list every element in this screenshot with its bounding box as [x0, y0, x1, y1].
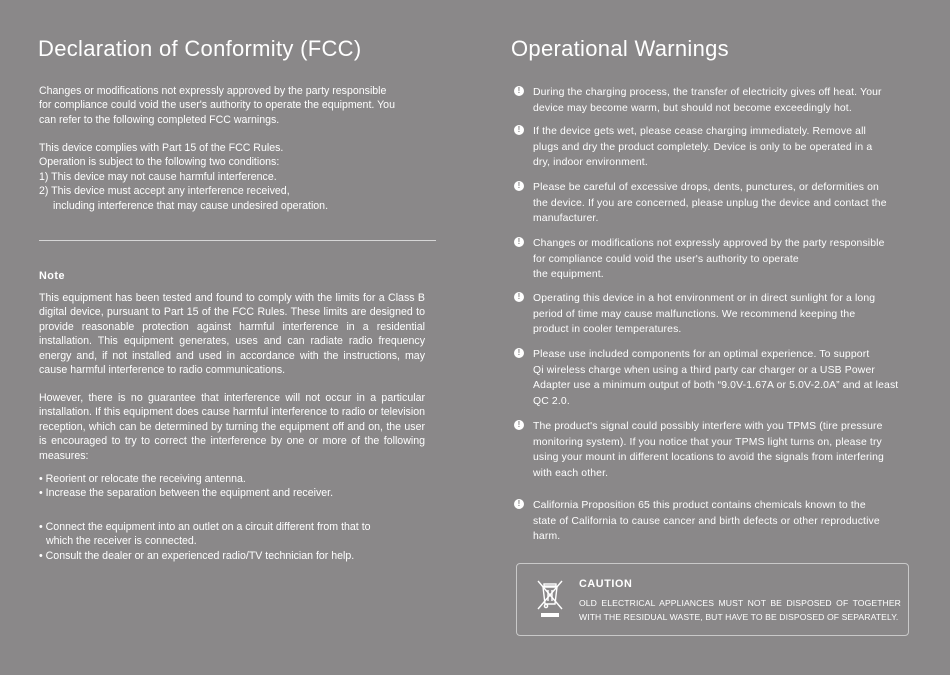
note-paragraph-1: This equipment has been tested and found to comply with the limits for a Class B digital device, pursuant to Part 15 of the FCC Rules. These limits are designed to provide reasonable protection against harmful interference in a residential installation. This equipment generates, uses and can radiate radio frequency energy and, if not installed and used in accordance with the instructions, may cause harmful interference to radio communications. — [39, 292, 425, 377]
warning-text — [533, 498, 911, 545]
text-line: Please use included components for an optimal experience. To support — [533, 349, 870, 360]
measures-list-b — [39, 520, 425, 563]
text-line: with each other. — [533, 467, 609, 479]
text-line: California Proposition 65 this product contains chemicals known to the — [533, 500, 866, 511]
text-line: Adapter use a minimum output of both “9.0V-1.67A or 5.0V-2.0A” and at least — [533, 380, 899, 392]
text-line: Changes or modifications not expressly approved by the party responsible — [533, 238, 885, 249]
text-line: plugs and dry the product completely. Device is only to be operated in a — [533, 141, 873, 153]
exclamation-circle-icon: ! — [514, 86, 524, 96]
list-item: • Increase the separation between the equipment and receiver. — [39, 487, 334, 500]
text-line: can refer to the following completed FCC warnings. — [39, 113, 280, 126]
list-item: • Consult the dealer or an experienced radio/TV technician for help. — [39, 549, 355, 562]
fcc-title: Declaration of Conformity (FCC) — [38, 36, 362, 61]
text-line: 1) This device may not cause harmful interference. — [39, 170, 277, 183]
text-line: monitoring system). If you notice that your TPMS light turns on, please try — [533, 436, 882, 448]
warning-text — [533, 419, 911, 481]
exclamation-circle-icon: ! — [514, 348, 524, 358]
note-paragraph-2: However, there is no guarantee that interference will not occur in a particular installation. If this equipment does cause harmful interference to radio or television reception, which can be determined by turning the equipment off and on, the user is encouraged to try to correct the interference by one or more of the following measures: — [39, 392, 425, 462]
text-line: Please be careful of excessive drops, dents, punctures, or deformities on — [533, 182, 879, 193]
section-divider — [39, 240, 436, 241]
text-line: 2) This device must accept any interference received, — [39, 185, 290, 198]
warning-text — [533, 347, 911, 409]
text-line: device may become warm, but should not become exceedingly hot. — [533, 102, 852, 114]
warning-text — [533, 124, 911, 171]
caution-box — [516, 563, 909, 636]
warning-text — [533, 291, 911, 338]
text-line: state of California to cause cancer and birth defects or other reproductive — [533, 515, 880, 527]
caution-text: OLD ELECTRICAL APPLIANCES MUST NOT BE DISPOSED OF TOGETHER WITH THE RESIDUAL WASTE, BUT HAVE TO BE DISPOSED OF SEPARATELY. — [579, 598, 901, 622]
exclamation-circle-icon: ! — [514, 237, 524, 247]
text-line: Operating this device in a hot environment or in direct sunlight for a long — [533, 293, 876, 304]
warning-text — [533, 236, 911, 283]
text-line: product in cooler temperatures. — [533, 324, 682, 336]
text-line: using your mount in different locations to avoid the signals from interfering — [533, 452, 884, 464]
measures-list-a — [39, 472, 425, 501]
note-heading: Note — [39, 270, 65, 282]
text-line: period of time may cause malfunctions. We recommend keeping the — [533, 308, 856, 320]
fcc-intro — [39, 84, 425, 127]
text-line: This device complies with Part 15 of the FCC Rules. — [39, 142, 284, 154]
text-line: The product's signal could possibly interfere with you TPMS (tire pressure — [533, 421, 883, 432]
text-line: the equipment. — [533, 269, 604, 281]
text-line: Qi wireless charge when using a third party car charger or a USB Power — [533, 364, 875, 376]
text-line: Changes or modifications not expressly approved by the party responsible — [39, 85, 387, 97]
text-line: Operation is subject to the following two conditions: — [39, 156, 280, 169]
exclamation-circle-icon: ! — [514, 125, 524, 135]
list-item: which the receiver is connected. — [46, 535, 197, 548]
list-item: • Reorient or relocate the receiving antenna. — [39, 473, 246, 485]
caution-title: CAUTION — [579, 578, 633, 590]
text-line: QC 2.0. — [533, 395, 570, 407]
list-item: • Connect the equipment into an outlet on a circuit different from that to — [39, 521, 371, 533]
exclamation-circle-icon: ! — [514, 292, 524, 302]
text-line: If the device gets wet, please cease charging immediately. Remove all — [533, 126, 867, 137]
warning-text — [533, 85, 911, 116]
text-line: dry, indoor environment. — [533, 157, 648, 169]
text-line: manufacturer. — [533, 213, 599, 225]
exclamation-circle-icon: ! — [514, 181, 524, 191]
text-line: harm. — [533, 531, 561, 543]
exclamation-circle-icon: ! — [514, 499, 524, 509]
crossed-out-wheelie-bin-icon — [535, 578, 565, 620]
exclamation-circle-icon: ! — [514, 420, 524, 430]
text-line: the device. If you are concerned, please unplug the device and contact the — [533, 197, 887, 209]
fcc-part15 — [39, 141, 425, 213]
text-line: including interference that may cause undesired operation. — [53, 199, 329, 212]
text-line: During the charging process, the transfer of electricity gives off heat. Your — [533, 87, 882, 98]
warning-text — [533, 180, 911, 227]
text-line: for compliance could void the user's authority to operate the equipment. You — [39, 99, 395, 112]
text-line: for compliance could void the user's authority to operate — [533, 253, 799, 265]
warnings-title: Operational Warnings — [511, 36, 729, 61]
